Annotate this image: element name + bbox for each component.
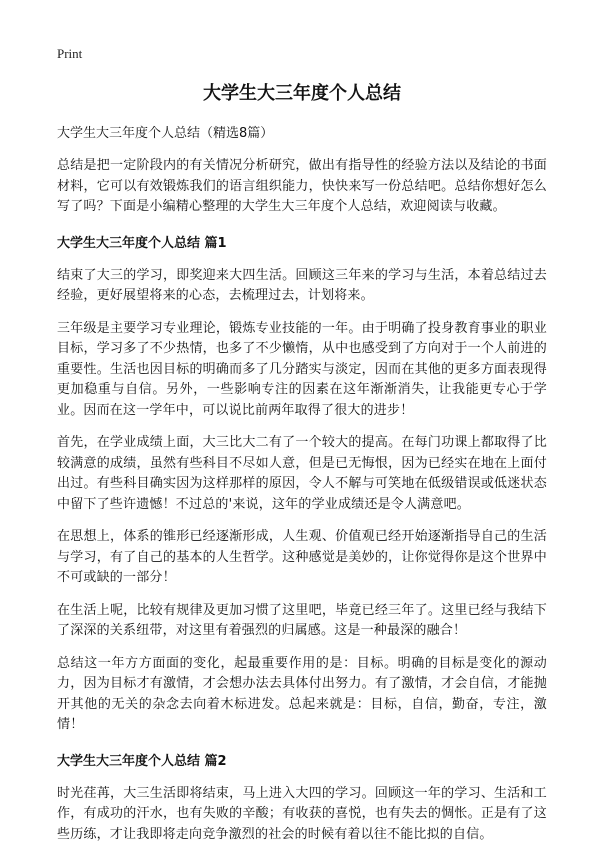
section-2-paragraph-1: 时光荏苒，大三生活即将结束，马上进入大四的学习。回顾这一年的学习、生活和工作，有成功的汗水，也有失败的辛酸；有收获的喜悦，也有失去的惆怅。正是有了这些历练，才让我即将走向竞争激烈的社会的时候有着以往不能比拟的自信。 (57, 784, 547, 845)
document-page (57, 44, 547, 845)
intro-paragraph: 总结是把一定阶段内的有关情况分析研究，做出有指导性的经验方法以及结论的书面材料，它可以有效锻炼我们的语言组织能力，快快来写一份总结吧。总结你想好怎么写了吗？下面是小编精心整理的大学生大三年度个人总结，欢迎阅读与收藏。 (57, 156, 547, 218)
section-1-paragraph-1: 结束了大三的学习，即奖迎来大四生活。回顾这三年来的学习与生活，本着总结过去经验，更好展望将来的心态，去梳理过去，计划将来。 (57, 266, 547, 307)
section-heading-1: 大学生大三年度个人总结 篇1 (57, 234, 547, 254)
print-link[interactable]: Print (57, 44, 547, 64)
section-1-paragraph-2: 三年级是主要学习专业理论，锻炼专业技能的一年。由于明确了投身教育事业的职业目标，学习多了不少热情，也多了不少懒惰，从中也感受到了方向对于一个人前进的重要性。生活也因目标的明确而多了几分踏实与淡定，因而在其他的更多方面表现得更加稳重与自信。另外，一些影响专注的因素在这年渐渐消失，让我能更专心于学业。因而在这一学年中，可以说比前两年取得了很大的进步！ (57, 319, 547, 422)
section-1-paragraph-6: 总结这一年方方面面的变化，起最重要作用的是：目标。明确的目标是变化的源动力，因为目标才有激情，才会想办法去具体付出努力。有了激情，才会自信，才能抛开其他的无关的杂念去向着木标进发。总起来就是：目标，自信，勤奋，专注，激情！ (57, 654, 547, 736)
page-title: 大学生大三年度个人总结 (57, 80, 547, 108)
section-heading-2: 大学生大三年度个人总结 篇2 (57, 752, 547, 772)
section-1-paragraph-4: 在思想上，体系的锥形已经逐渐形成，人生观、价值观已经开始逐渐指导自己的生活与学习，有了自己的基本的人生哲学。这种感觉是美妙的，让你觉得你是这个世界中不可或缺的一部分！ (57, 527, 547, 589)
document-subtitle: 大学生大三年度个人总结（精选8篇） (57, 124, 547, 144)
section-1-paragraph-3: 首先，在学业成绩上面，大三比大二有了一个较大的提高。在每门功课上都取得了比较满意的成绩，虽然有些科目不尽如人意，但是已无悔恨，因为已经实在地在上面付出过。有些科目确实因为这样那样的原因，令人不解与可笑地在低级错误或低迷状态中留下了些许遗憾！不过总的'来说，这年的学业成绩还是令人满意吧。 (57, 433, 547, 515)
section-1-paragraph-5: 在生活上呢，比较有规律及更加习惯了这里吧，毕竟已经三年了。这里已经与我结下了深深的关系纽带，对这里有着强烈的归属感。这是一种最深的融合！ (57, 601, 547, 642)
